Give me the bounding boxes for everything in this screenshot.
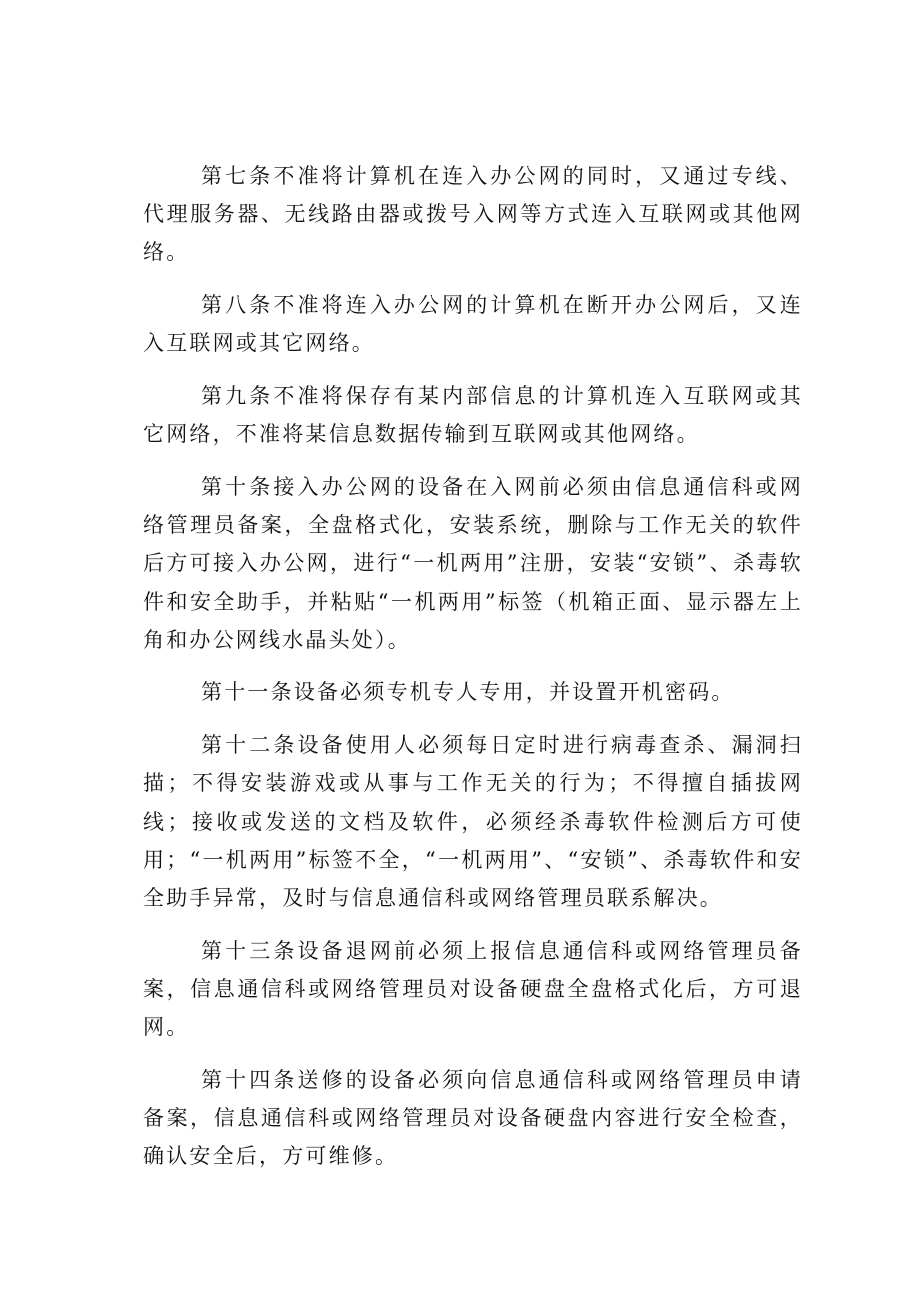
article-8-paragraph: 第八条不准将连入办公网的计算机在断开办公网后，又连入互联网或其它网络。 (143, 293, 803, 356)
article-7-paragraph: 第七条不准将计算机在连入办公网的同时，又通过专线、代理服务器、无线路由器或拨号入网等方式连入互联网或其他网络。 (143, 164, 803, 265)
article-14-paragraph: 第十四条送修的设备必须向信息通信科或网络管理员申请备案，信息通信科或网络管理员对设备硬盘内容进行安全检查，确认安全后，方可维修。 (143, 1067, 803, 1169)
document-body (143, 157, 803, 1190)
article-12-paragraph: 第十二条设备使用人必须每日定时进行病毒查杀、漏洞扫描；不得安装游戏或从事与工作无关的行为；不得擅自插拔网线；接收或发送的文档及软件，必须经杀毒软件检测后方可使用；“一机两用”标签不全，“一机两用”、“安锁”、杀毒软件和安全助手异常，及时与信息通信科或网络管理员联系解决。 (143, 733, 803, 910)
article-10-paragraph: 第十条接入办公网的设备在入网前必须由信息通信科或网络管理员备案，全盘格式化，安装系统，删除与工作无关的软件后方可接入办公网，进行“一机两用”注册，安装“安锁”、杀毒软件和安全助手，并粘贴“一机两用”标签（机箱正面、显示器左上角和办公网线水晶头处）。 (143, 474, 803, 652)
article-11-paragraph: 第十一条设备必须专机专人专用，并设置开机密码。 (201, 680, 735, 705)
article-13-paragraph: 第十三条设备退网前必须上报信息通信科或网络管理员备案，信息通信科或网络管理员对设备硬盘全盘格式化后，方可退网。 (143, 938, 803, 1040)
article-9-paragraph: 第九条不准将保存有某内部信息的计算机连入互联网或其它网络，不准将某信息数据传输到互联网或其他网络。 (143, 384, 803, 447)
